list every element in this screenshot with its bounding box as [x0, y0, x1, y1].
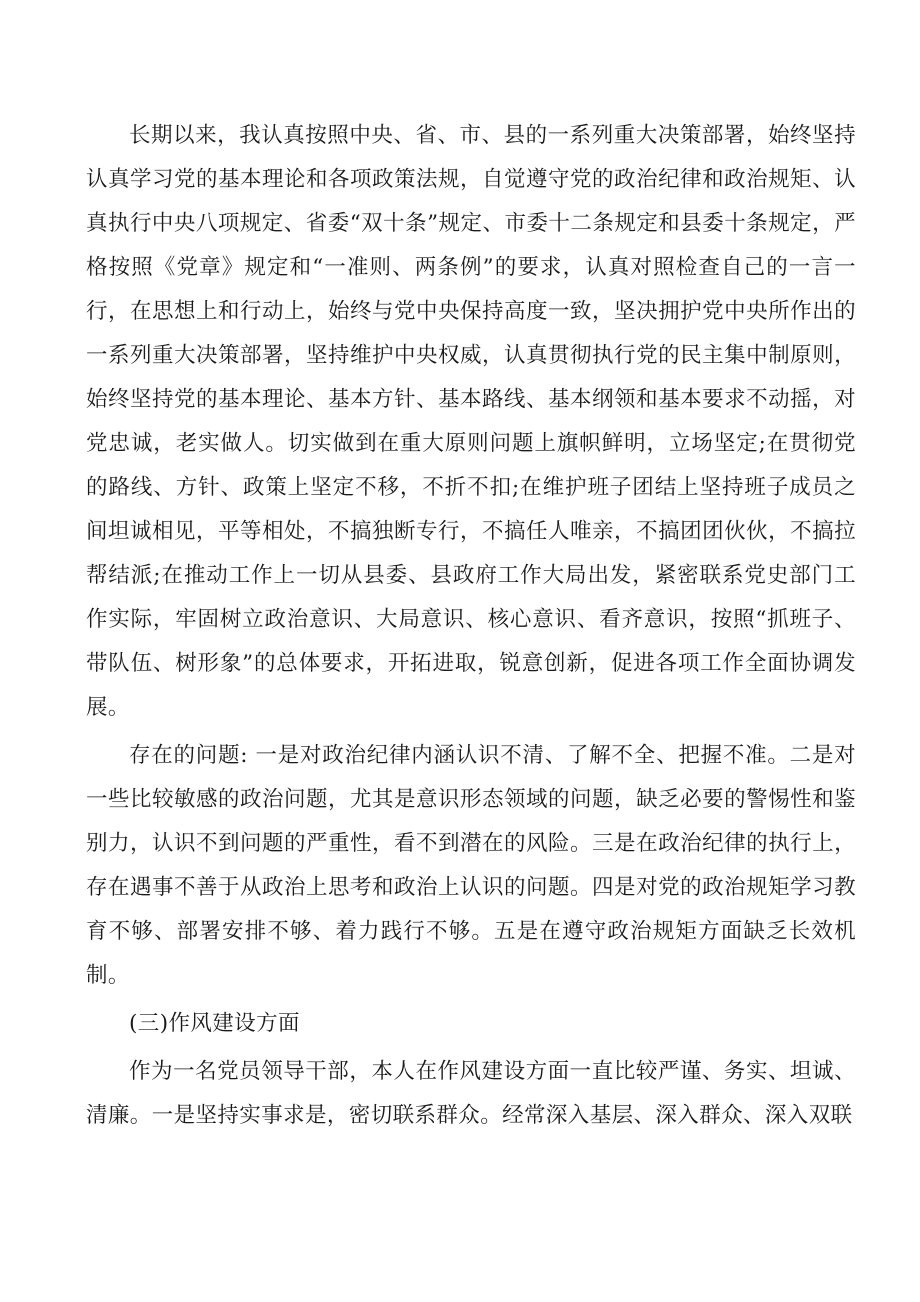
section-heading-work-style: (三)作风建设方面 [129, 1011, 300, 1036]
paragraph-existing-problems: 存在的问题: 一是对政治纪律内涵认识不清、了解不全、把握不准。二是对一些比较敏感的政治问题，尤其是意识形态领域的问题，缺乏必要的警惕性和鉴别力，认识不到问题的严重性，看不到潜在的风险。三是在政治纪律的执行上，存在遇事不善于从政治上思考和政治上认识的问题。四是对党的政治规矩学习教育不够、部署安排不够、着力践行不够。五是在遵守政治规矩方面缺乏长效机制。 [86, 743, 856, 988]
paragraph-political-discipline: 长期以来，我认真按照中央、省、市、县的一系列重大决策部署，始终坚持认真学习党的基本理论和各项政策法规，自觉遵守党的政治纪律和政治规矩、认真执行中央八项规定、省委“双十条”规定、市委十二条规定和县委十条规定，严格按照《党章》规定和“一准则、两条例”的要求，认真对照检查自己的一言一行，在思想上和行动上，始终与党中央保持高度一致，坚决拥护党中央所作出的一系列重大决策部署，坚持维护中央权威，认真贯彻执行党的民主集中制原则，始终坚持党的基本理论、基本方针、基本路线、基本纲领和基本要求不动摇，对党忠诚，老实做人。切实做到在重大原则问题上旗帜鲜明，立场坚定;在贯彻党的路线、方针、政策上坚定不移，不折不扣;在维护班子团结上坚持班子成员之间坦诚相见，平等相处，不搞独断专行，不搞任人唯亲，不搞团团伙伙，不搞拉帮结派;在推动工作上一切从县委、县政府工作大局出发，紧密联系党史部门工作实际，牢固树立政治意识、大局意识、核心意识、看齐意识，按照“抓班子、带队伍、树形象”的总体要求，开拓进取，锐意创新，促进各项工作全面协调发展。 [86, 123, 856, 720]
paragraph-work-style: 作为一名党员领导干部，本人在作风建设方面一直比较严谨、务实、坦诚、清廉。一是坚持实事求是，密切联系群众。经常深入基层、深入群众、深入双联 [86, 1059, 856, 1128]
document-body [86, 114, 856, 1138]
